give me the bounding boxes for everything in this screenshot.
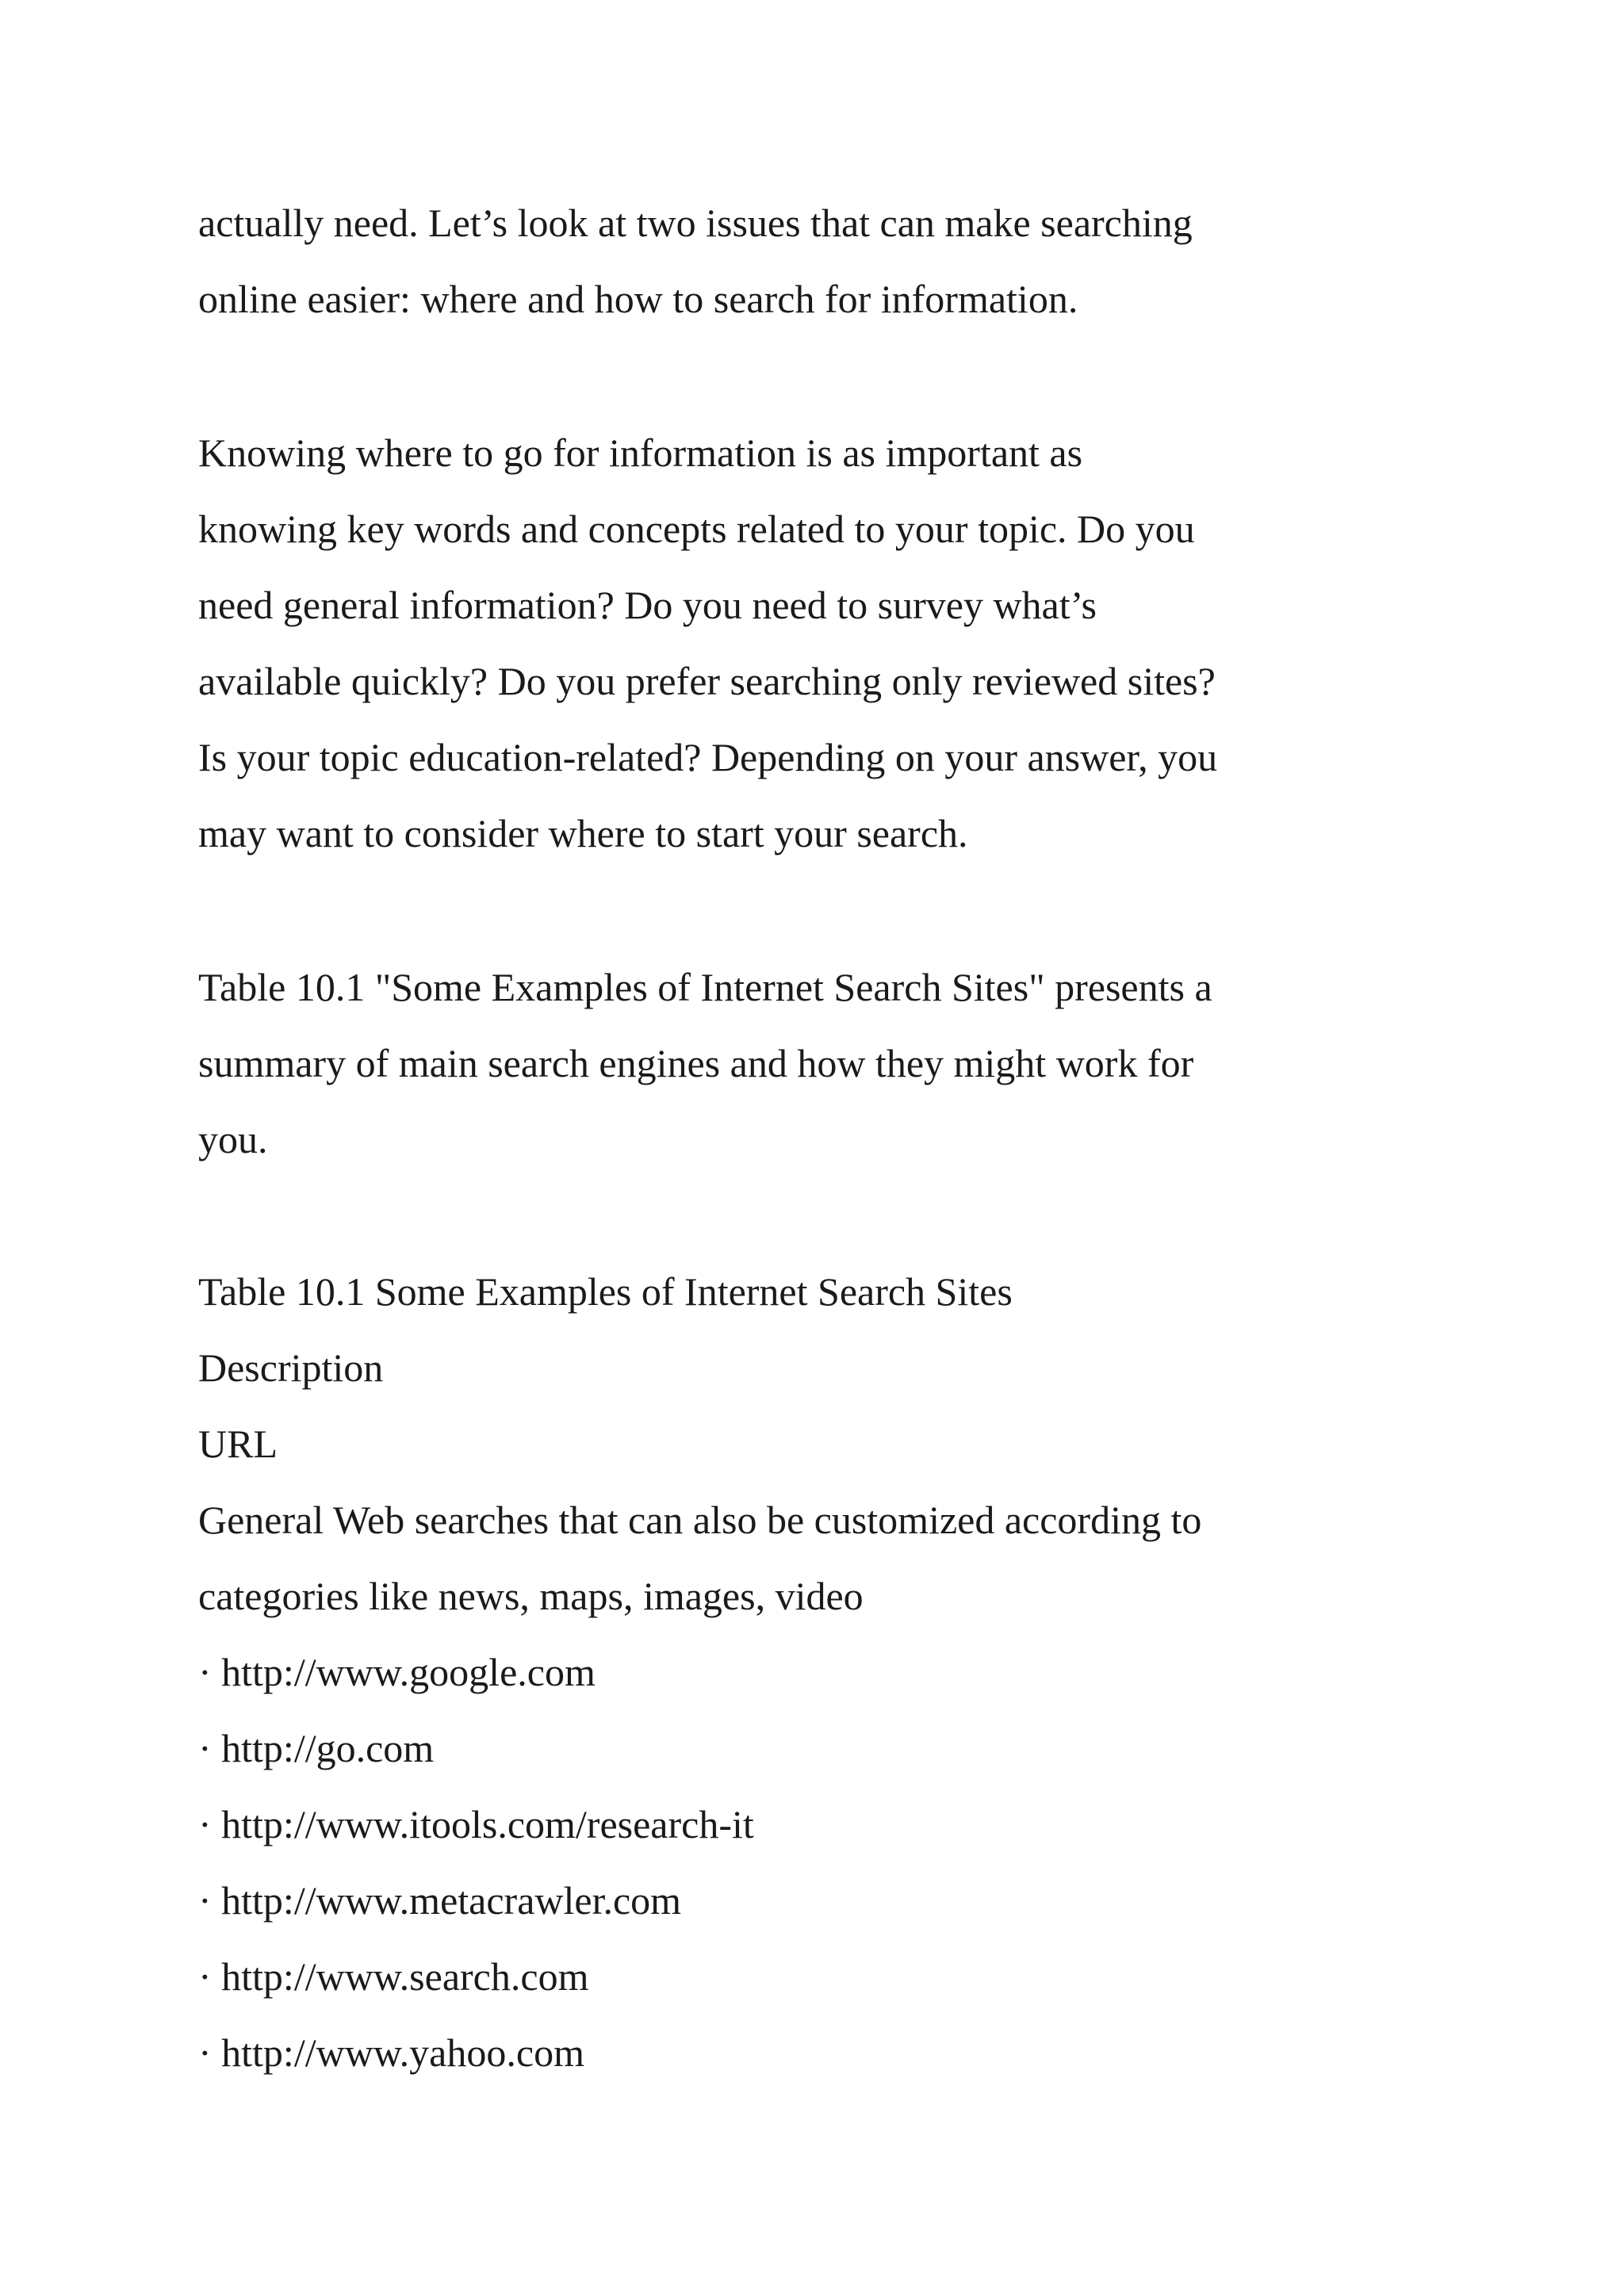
url-list-item-go[interactable]: · http://go.com	[198, 1726, 435, 1770]
url-list-item-metacrawler[interactable]: · http://www.metacrawler.com	[198, 1878, 682, 1923]
text-line: knowing key words and concepts related to your topic. Do you	[198, 507, 1195, 551]
text-line: Is your topic education-related? Depending on your answer, you	[198, 735, 1218, 779]
text-line: Knowing where to go for information is as important as	[198, 430, 1083, 475]
table-header-description: Description	[198, 1345, 384, 1390]
text-line: summary of main search engines and how they might work for	[198, 1041, 1194, 1085]
text-line: online easier: where and how to search for information.	[198, 277, 1078, 321]
text-line: available quickly? Do you prefer searching only reviewed sites?	[198, 659, 1216, 703]
text-line: you.	[198, 1117, 268, 1161]
url-list-item-itools[interactable]: · http://www.itools.com/research-it	[198, 1802, 754, 1846]
text-line: may want to consider where to start your search.	[198, 811, 968, 855]
table-header-url: URL	[198, 1422, 278, 1466]
row-description-line: categories like news, maps, images, video	[198, 1574, 864, 1618]
table-caption: Table 10.1 Some Examples of Internet Search Sites	[198, 1269, 1013, 1314]
text-line: actually need. Let’s look at two issues that can make searching	[198, 201, 1193, 245]
url-list-item-search[interactable]: · http://www.search.com	[198, 1954, 589, 1999]
url-list-item-yahoo[interactable]: · http://www.yahoo.com	[198, 2030, 584, 2075]
text-line: Table 10.1 "Some Examples of Internet Search Sites" presents a	[198, 965, 1212, 1009]
url-list-item-google[interactable]: · http://www.google.com	[198, 1650, 596, 1694]
row-description-line: General Web searches that can also be customized according to	[198, 1498, 1202, 1542]
text-line: need general information? Do you need to survey what’s	[198, 583, 1097, 627]
